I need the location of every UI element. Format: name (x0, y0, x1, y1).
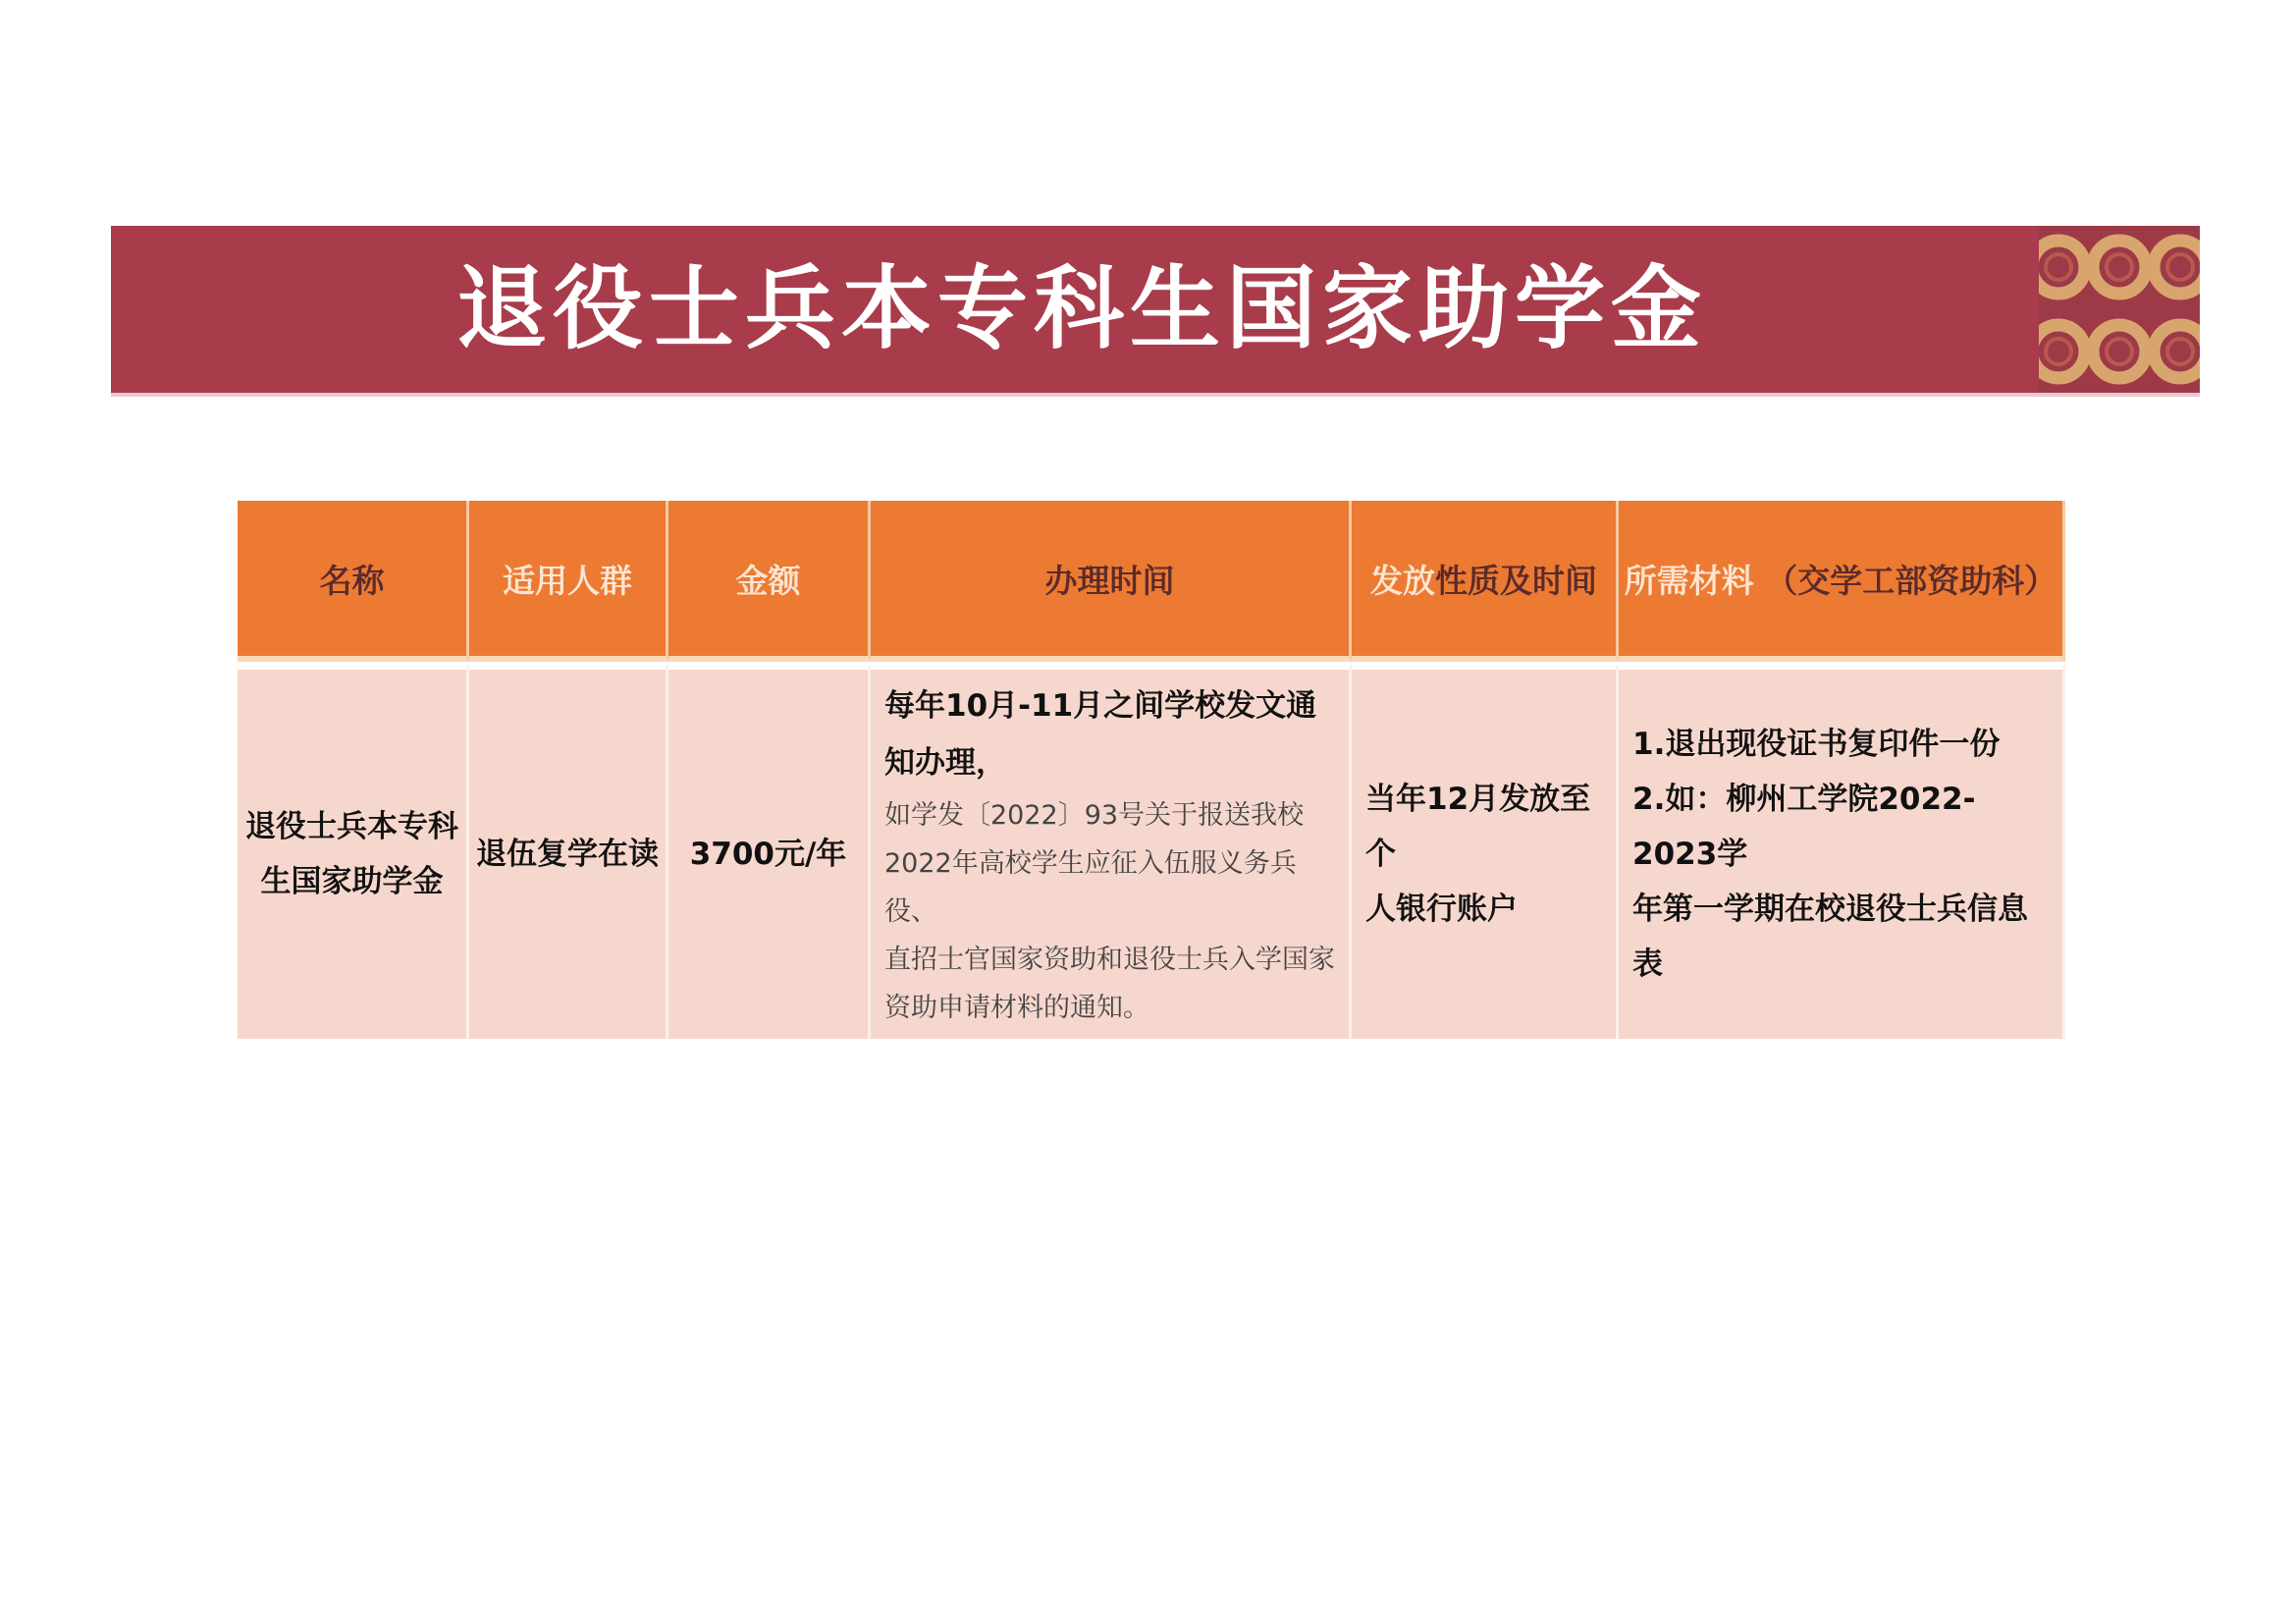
header-name: 名称 (238, 501, 469, 662)
header-materials-line1: 所需材料 (1624, 561, 1754, 600)
cell-audience: 退伍复学在读 (469, 662, 668, 1039)
cell-name-line1: 退役士兵本专科 (245, 809, 458, 844)
process-main-line2: 知办理， (884, 744, 1006, 781)
cell-payout (1352, 662, 1619, 1039)
header-payout (1352, 501, 1619, 662)
header-payout-part1: 发放 (1370, 561, 1435, 600)
title-banner (111, 226, 2200, 393)
page-title: 退役士兵本专科生国家助学金 (455, 256, 1707, 361)
table-row (238, 662, 2065, 1039)
header-audience: 适用人群 (469, 501, 668, 662)
process-sub-line3: 直招士官国家资助和退役士兵入学国家 (884, 944, 1335, 975)
header-payout-part2: 性质及时间 (1435, 561, 1597, 600)
header-materials-line2: （交学工部资助科） (1765, 561, 2057, 600)
materials-line1: 1.退出现役证书复印件一份 (1632, 727, 2001, 762)
decorative-circle-pattern (2039, 226, 2200, 393)
cell-amount: 3700元/年 (668, 662, 871, 1039)
header-amount: 金额 (668, 501, 871, 662)
header-process-time: 办理时间 (871, 501, 1352, 662)
process-main-line1: 每年10月-11月之间学校发文通 (884, 687, 1317, 724)
process-sub-line1: 如学发〔2022〕93号关于报送我校 (884, 799, 1305, 831)
scholarship-table (238, 501, 2065, 1039)
cell-name (238, 662, 469, 1039)
cell-materials (1619, 662, 2065, 1039)
materials-line3: 年第一学期在校退役士兵信息表 (1632, 892, 2028, 982)
ring-pattern-icon (2039, 226, 2200, 393)
cell-process-time (871, 662, 1352, 1039)
materials-line2: 2.如：柳州工学院2022-2023学 (1632, 782, 1976, 872)
process-sub-line2: 2022年高校学生应征入伍服义务兵役、 (884, 847, 1297, 927)
payout-line1: 当年12月发放至个 (1365, 782, 1591, 872)
process-sub-line4: 资助申请材料的通知。 (884, 992, 1149, 1023)
header-materials (1619, 501, 2065, 662)
payout-line2: 人银行账户 (1365, 892, 1518, 927)
cell-name-line2: 生国家助学金 (260, 864, 444, 899)
table-header-row (238, 501, 2065, 662)
